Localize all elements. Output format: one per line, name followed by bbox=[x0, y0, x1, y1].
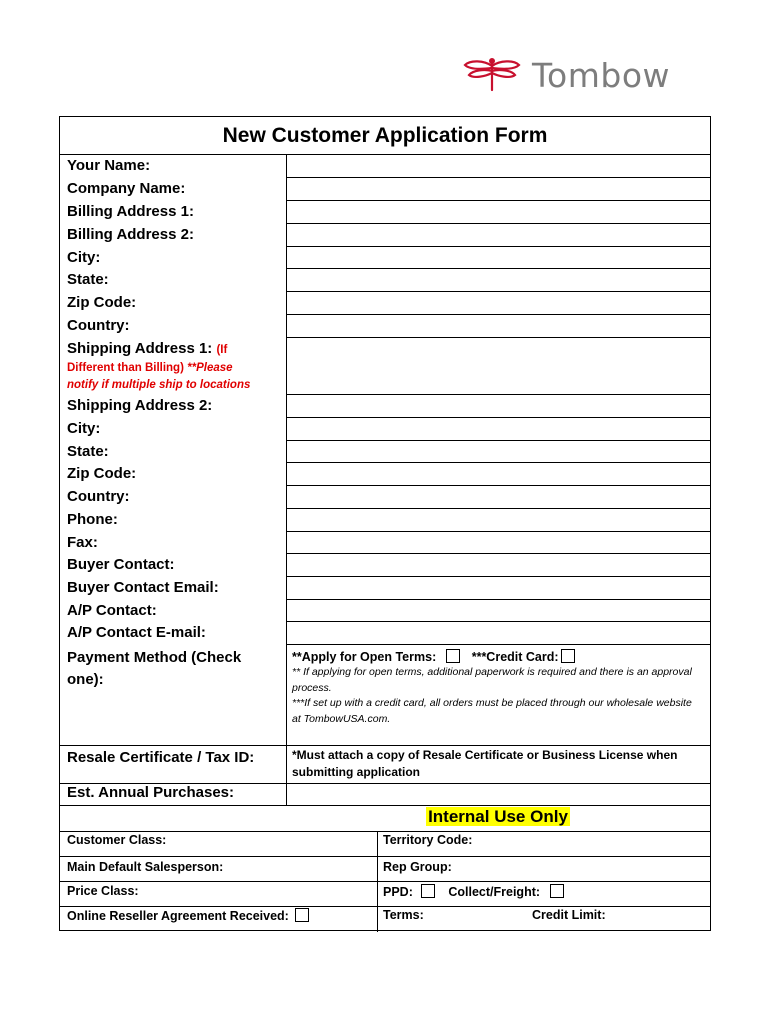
collect-freight-checkbox[interactable] bbox=[550, 884, 564, 898]
open-terms-checkbox[interactable] bbox=[446, 649, 460, 663]
internal-terms: Terms: bbox=[383, 908, 424, 922]
label-company-name: Company Name: bbox=[67, 180, 186, 197]
internal-main-salesperson: Main Default Salesperson: bbox=[67, 860, 224, 874]
internal-territory-code: Territory Code: bbox=[383, 833, 473, 847]
label-est-annual-purchases: Est. Annual Purchases: bbox=[67, 784, 234, 801]
tombow-logo bbox=[462, 52, 677, 100]
resale-note: *Must attach a copy of Resale Certificate or Business License when submitting application bbox=[292, 748, 678, 779]
label-city: City: bbox=[67, 249, 101, 266]
internal-price-class: Price Class: bbox=[67, 884, 139, 898]
internal-credit-limit: Credit Limit: bbox=[532, 908, 606, 922]
label-fax: Fax: bbox=[67, 534, 98, 551]
dragonfly-icon bbox=[462, 56, 522, 94]
ppd-checkbox[interactable] bbox=[421, 884, 435, 898]
credit-card-checkbox[interactable] bbox=[561, 649, 575, 663]
label-ship-city: City: bbox=[67, 420, 101, 437]
label-ship-state: State: bbox=[67, 443, 109, 460]
logo-wordmark: Tombow bbox=[532, 56, 671, 95]
reseller-agreement-checkbox[interactable] bbox=[295, 908, 309, 922]
label-ap-contact: A/P Contact: bbox=[67, 602, 157, 619]
label-country: Country: bbox=[67, 317, 130, 334]
shipping-note-if: (If bbox=[216, 344, 228, 356]
shipping-note: Different than Billing) **Please notify if multiple ship to locations bbox=[67, 362, 251, 391]
internal-reseller-agreement: Online Reseller Agreement Received: bbox=[67, 908, 309, 923]
label-billing-address-1: Billing Address 1: bbox=[67, 203, 194, 220]
label-ship-zip-code: Zip Code: bbox=[67, 465, 137, 482]
column-divider bbox=[286, 155, 287, 805]
label-shipping-address-2: Shipping Address 2: bbox=[67, 397, 213, 414]
label-shipping-address-1: Shipping Address 1: (If bbox=[67, 340, 228, 357]
label-payment-method: Payment Method (Check one): bbox=[67, 649, 242, 688]
internal-ppd-freight: PPD: Collect/Freight: bbox=[383, 884, 564, 899]
payment-note: ** If applying for open terms, additional paperwork is required and there is an approval process. ***If set up with a credit card, all orders must be placed through our wholesale website at TombowUSA.com. bbox=[292, 666, 692, 725]
open-terms-option: **Apply for Open Terms: ***Credit Card: bbox=[292, 649, 575, 664]
label-resale-certificate: Resale Certificate / Tax ID: bbox=[67, 749, 255, 766]
application-form bbox=[59, 116, 711, 931]
label-zip-code: Zip Code: bbox=[67, 294, 137, 311]
label-your-name: Your Name: bbox=[67, 157, 151, 174]
label-ap-contact-email: A/P Contact E-mail: bbox=[67, 624, 206, 641]
form-title: New Customer Application Form bbox=[60, 117, 710, 155]
label-buyer-contact: Buyer Contact: bbox=[67, 556, 175, 573]
label-state: State: bbox=[67, 271, 109, 288]
internal-use-heading: Internal Use Only bbox=[428, 807, 568, 826]
label-billing-address-2: Billing Address 2: bbox=[67, 226, 194, 243]
internal-rep-group: Rep Group: bbox=[383, 860, 452, 874]
label-ship-country: Country: bbox=[67, 488, 130, 505]
label-phone: Phone: bbox=[67, 511, 118, 528]
label-buyer-contact-email: Buyer Contact Email: bbox=[67, 579, 219, 596]
internal-customer-class: Customer Class: bbox=[67, 833, 167, 847]
